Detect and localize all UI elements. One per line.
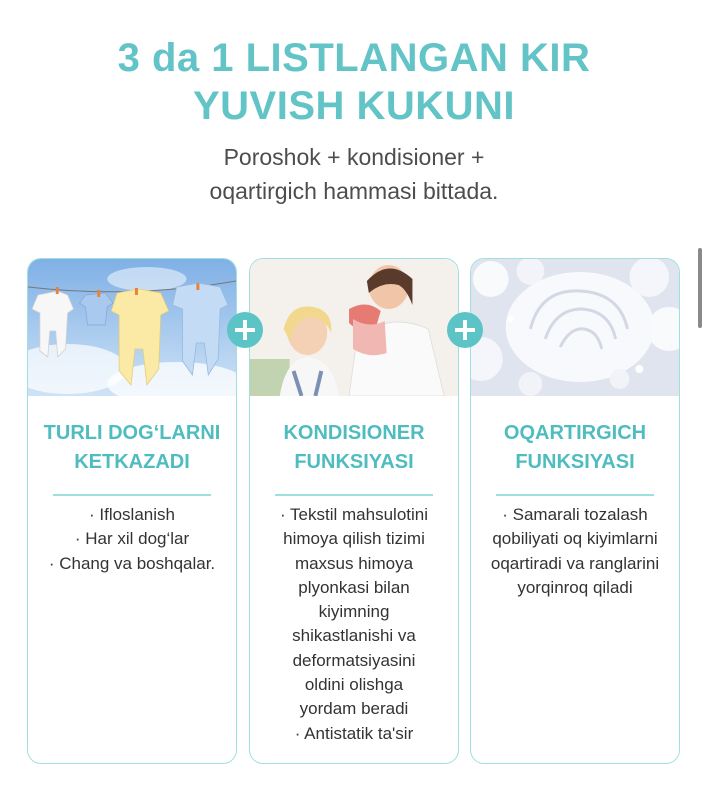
title-line-1: 3 da 1 LISTLANGAN KIR bbox=[117, 36, 591, 80]
divider bbox=[53, 494, 211, 496]
description-line: yordam beradi bbox=[299, 699, 409, 719]
description-line: · Tekstil mahsulotini bbox=[279, 505, 429, 524]
card-heading-line-2: FUNKSIYASI bbox=[515, 451, 635, 473]
page-title bbox=[0, 34, 708, 130]
description-line: maxsus himoya bbox=[294, 553, 414, 573]
card-description bbox=[260, 503, 448, 746]
description-line: · Chang va boshqalar. bbox=[48, 553, 216, 573]
description-line: · Ifloslanish bbox=[89, 505, 175, 524]
scrollbar[interactable] bbox=[698, 248, 702, 328]
card-heading-line-2: KETKAZADI bbox=[74, 451, 190, 473]
description-line: yorqinroq qiladi bbox=[517, 577, 633, 597]
feature-card-conditioner bbox=[249, 258, 459, 764]
title-line-2: YUVISH KUKUNI bbox=[192, 84, 516, 128]
feature-card-stain-removal bbox=[27, 258, 237, 764]
description-line: · Samarali tozalash bbox=[502, 505, 648, 524]
plus-icon bbox=[227, 312, 263, 348]
card-heading bbox=[471, 419, 679, 477]
card-heading bbox=[250, 419, 458, 477]
divider bbox=[275, 494, 433, 496]
soap-foam-image bbox=[471, 259, 679, 396]
page-subtitle bbox=[0, 140, 708, 208]
card-heading bbox=[28, 419, 236, 477]
baby-clothes-image bbox=[28, 259, 236, 396]
subtitle-line-1: Poroshok + kondisioner + bbox=[223, 144, 485, 170]
description-line: · Antistatik ta'sir bbox=[294, 723, 414, 743]
divider bbox=[496, 494, 654, 496]
card-heading-line-1: OQARTIRGICH bbox=[503, 422, 647, 444]
card-heading-line-2: FUNKSIYASI bbox=[294, 451, 414, 473]
subtitle-line-2: oqartirgich hammasi bittada. bbox=[209, 178, 499, 204]
card-description bbox=[481, 503, 669, 600]
card-description bbox=[38, 503, 226, 576]
description-line: oqartiradi va ranglarini bbox=[490, 553, 660, 573]
mother-child-image bbox=[250, 259, 458, 396]
card-heading-line-1: KONDISIONER bbox=[283, 422, 425, 444]
description-line: himoya qilish tizimi bbox=[283, 529, 425, 549]
plus-icon bbox=[447, 312, 483, 348]
description-line: shikastlanishi va bbox=[292, 626, 416, 646]
description-line: qobiliyati oq kiyimlarni bbox=[492, 529, 658, 549]
description-line: oldini olishga bbox=[304, 675, 404, 695]
description-line: · Har xil dog‘lar bbox=[74, 529, 190, 549]
description-line: deformatsiyasini bbox=[292, 650, 416, 670]
feature-card-bleach bbox=[470, 258, 680, 764]
card-heading-line-1: TURLI DOG‘LARNI bbox=[43, 422, 221, 444]
description-line: kiyimning bbox=[318, 602, 390, 622]
description-line: plyonkasi bilan bbox=[298, 577, 410, 597]
